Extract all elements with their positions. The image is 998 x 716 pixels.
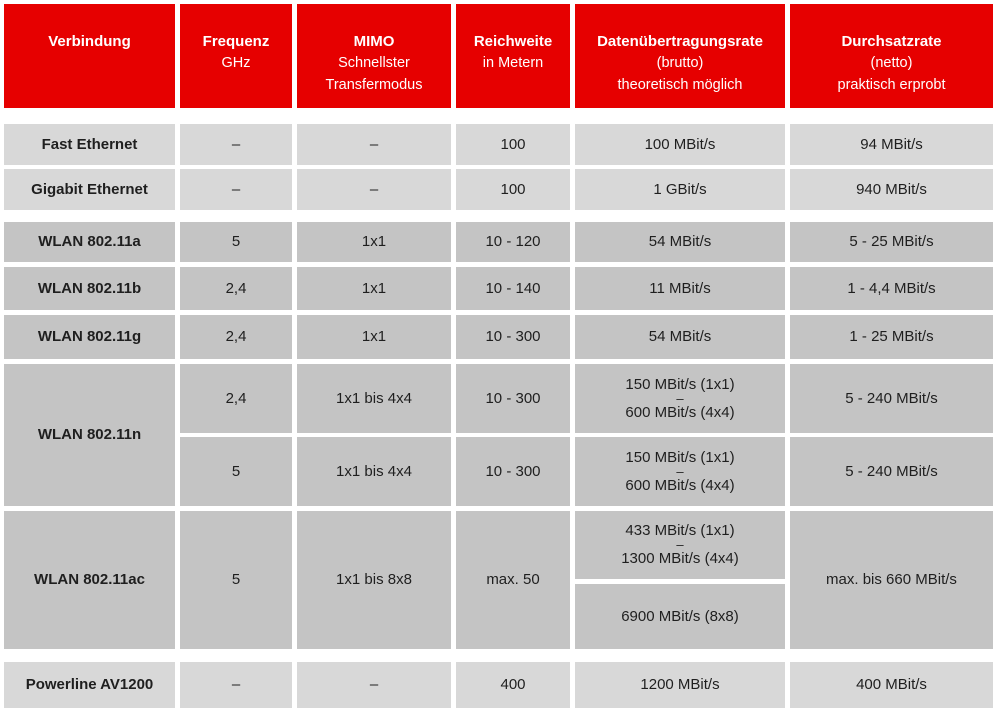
cell-frequenz: – bbox=[180, 662, 292, 708]
cell-mimo: 1x1 bbox=[297, 315, 451, 359]
brutto-line: 600 MBit/s (4x4) bbox=[625, 476, 735, 494]
brutto-separator: – bbox=[676, 537, 684, 552]
header-subtitle: theoretisch möglich bbox=[617, 77, 743, 93]
cell-netto: 1 - 4,4 MBit/s bbox=[790, 267, 993, 310]
cell-brutto bbox=[575, 511, 785, 579]
header-title: Verbindung bbox=[48, 33, 131, 50]
cell-mimo: 1x1 bis 4x4 bbox=[297, 437, 451, 506]
cell-netto: 5 - 25 MBit/s bbox=[790, 222, 993, 262]
cell-mimo: 1x1 bis 8x8 bbox=[297, 511, 451, 649]
header-title: Frequenz bbox=[202, 33, 270, 50]
cell-frequenz: 2,4 bbox=[180, 315, 292, 359]
header-subtitle: in Metern bbox=[482, 55, 544, 71]
cell-netto: 1 - 25 MBit/s bbox=[790, 315, 993, 359]
cell-netto: max. bis 660 MBit/s bbox=[790, 511, 993, 649]
cell-mimo: 1x1 bbox=[297, 222, 451, 262]
cell-brutto bbox=[575, 437, 785, 506]
cell-mimo: – bbox=[297, 169, 451, 210]
header-verbindung bbox=[4, 4, 175, 108]
header-title: MIMO bbox=[353, 33, 395, 50]
cell-brutto: 1 GBit/s bbox=[575, 169, 785, 210]
header-mimo bbox=[297, 4, 451, 108]
row-wlan-ac-label: WLAN 802.11ac bbox=[4, 511, 175, 649]
header-subtitle: GHz bbox=[221, 55, 251, 71]
header-subtitle: praktisch erprobt bbox=[837, 77, 946, 93]
cell-frequenz: 5 bbox=[180, 222, 292, 262]
cell-frequenz: 2,4 bbox=[180, 267, 292, 310]
header-subtitle: Transfermodus bbox=[325, 77, 423, 93]
header-title: Durchsatzrate bbox=[841, 33, 942, 50]
cell-reichweite: 100 bbox=[456, 169, 570, 210]
cell-frequenz: – bbox=[180, 169, 292, 210]
header-datenuebertragungsrate bbox=[575, 4, 785, 108]
cell-netto: 940 MBit/s bbox=[790, 169, 993, 210]
row-wlan-g-label: WLAN 802.11g bbox=[4, 315, 175, 359]
header-subtitle: (netto) bbox=[870, 55, 913, 71]
cell-reichweite: 100 bbox=[456, 124, 570, 165]
header-title: Datenübertragungsrate bbox=[597, 33, 763, 50]
brutto-line: 600 MBit/s (4x4) bbox=[625, 403, 735, 421]
cell-reichweite: 400 bbox=[456, 662, 570, 708]
row-fast-ethernet-label: Fast Ethernet bbox=[4, 124, 175, 165]
cell-brutto: 6900 MBit/s (8x8) bbox=[575, 584, 785, 649]
cell-brutto: 11 MBit/s bbox=[575, 267, 785, 310]
row-wlan-a-label: WLAN 802.11a bbox=[4, 222, 175, 262]
header-durchsatzrate bbox=[790, 4, 993, 108]
cell-brutto: 1200 MBit/s bbox=[575, 662, 785, 708]
brutto-separator: – bbox=[676, 390, 684, 406]
brutto-separator: – bbox=[676, 463, 684, 479]
cell-mimo: – bbox=[297, 124, 451, 165]
cell-mimo: 1x1 bis 4x4 bbox=[297, 364, 451, 433]
cell-netto: 5 - 240 MBit/s bbox=[790, 437, 993, 506]
header-subtitle: Schnellster bbox=[338, 55, 410, 71]
cell-frequenz: 5 bbox=[180, 511, 292, 649]
header-reichweite bbox=[456, 4, 570, 108]
cell-reichweite: 10 - 300 bbox=[456, 364, 570, 433]
header-subtitle: (brutto) bbox=[656, 55, 704, 71]
cell-frequenz: 5 bbox=[180, 437, 292, 506]
row-wlan-b-label: WLAN 802.11b bbox=[4, 267, 175, 310]
cell-brutto: 100 MBit/s bbox=[575, 124, 785, 165]
cell-frequenz: 2,4 bbox=[180, 364, 292, 433]
header-title: Reichweite bbox=[473, 33, 553, 50]
cell-brutto: 54 MBit/s bbox=[575, 222, 785, 262]
cell-reichweite: 10 - 140 bbox=[456, 267, 570, 310]
row-gigabit-ethernet-label: Gigabit Ethernet bbox=[4, 169, 175, 210]
cell-reichweite: 10 - 300 bbox=[456, 315, 570, 359]
cell-mimo: – bbox=[297, 662, 451, 708]
cell-reichweite: 10 - 300 bbox=[456, 437, 570, 506]
cell-reichweite: max. 50 bbox=[456, 511, 570, 649]
header-frequenz bbox=[180, 4, 292, 108]
cell-mimo: 1x1 bbox=[297, 267, 451, 310]
cell-brutto: 54 MBit/s bbox=[575, 315, 785, 359]
cell-frequenz: – bbox=[180, 124, 292, 165]
brutto-line: 150 MBit/s (1x1) bbox=[625, 375, 735, 393]
brutto-line: 433 MBit/s (1x1) bbox=[625, 522, 735, 539]
row-powerline-label: Powerline AV1200 bbox=[4, 662, 175, 708]
cell-netto: 5 - 240 MBit/s bbox=[790, 364, 993, 433]
cell-brutto bbox=[575, 364, 785, 433]
brutto-line: 150 MBit/s (1x1) bbox=[625, 448, 735, 466]
brutto-line: 1300 MBit/s (4x4) bbox=[621, 550, 739, 567]
cell-reichweite: 10 - 120 bbox=[456, 222, 570, 262]
cell-netto: 400 MBit/s bbox=[790, 662, 993, 708]
cell-netto: 94 MBit/s bbox=[790, 124, 993, 165]
row-wlan-n-label: WLAN 802.11n bbox=[4, 364, 175, 506]
